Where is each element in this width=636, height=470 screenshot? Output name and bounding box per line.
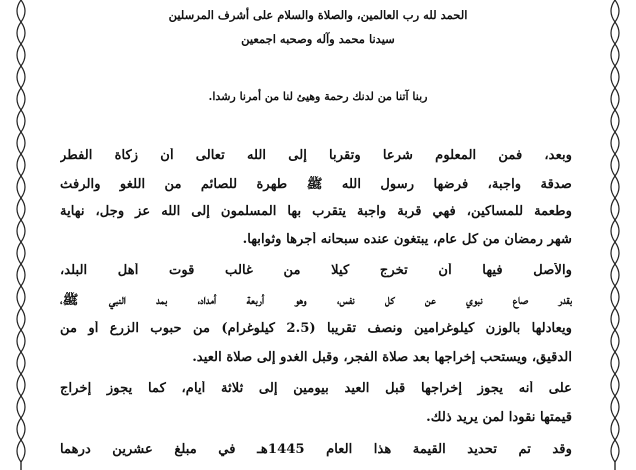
body-line-9: على أنه يجوز إخراجها قبل العيد بيومين إلى ثلاثة أيام، كما يجوز إخراج [60, 381, 572, 396]
header-salutation-line: سيدنا محمد وآله وصحبه اجمعين [241, 32, 395, 46]
body-line-7: ويعادلها بالوزن كيلوغرامين ونصف تقريبا (2.5 كيلوغرام) من حبوب الزرع أو من [60, 321, 572, 336]
body-line-5: والأصل فيها أن تخرج كيلا من غالب قوت أهل البلد، [60, 263, 572, 278]
decorative-border-right [604, 0, 626, 470]
body-line-6: بقدر صاع نبوي عن كل نفس، وهو أربعة أمداد، بمد النبي ﷺ، [60, 293, 572, 308]
decorative-border-left [10, 0, 32, 470]
body-line-8: الدقيق، ويستحب إخراجها بعد صلاة الفجر، وقبل الغدو إلى صلاة العيد. [192, 350, 572, 365]
body-line-11: وقد تم تحديد القيمة هذا العام 1445هـ في مبلغ عشرين درهما [60, 442, 572, 457]
body-line-2: صدقة واجبة، فرضها رسول الله ﷺ طهرة للصائم من اللغو والرفث [60, 177, 572, 192]
body-line-4: شهر رمضان من كل عام، يبتغون عنده سبحانه أجرها وثوابها. [242, 232, 572, 247]
header-praise-line: الحمد لله رب العالمين، والصلاة والسلام على أشرف المرسلين [168, 8, 468, 22]
body-line-10: قيمتها نقودا لمن يريد ذلك. [426, 410, 572, 425]
body-line-1: وبعد، فمن المعلوم شرعا وتقربا إلى الله تعالى أن زكاة الفطر [60, 148, 572, 163]
body-line-3: وطعمة للمساكين، فهي قربة واجبة يتقرب بها المسلمون إلى الله عز وجل، نهاية [60, 204, 572, 219]
dua-line: ربنا آتنا من لدنك رحمة وهيئ لنا من أمرنا رشدا. [208, 90, 428, 103]
